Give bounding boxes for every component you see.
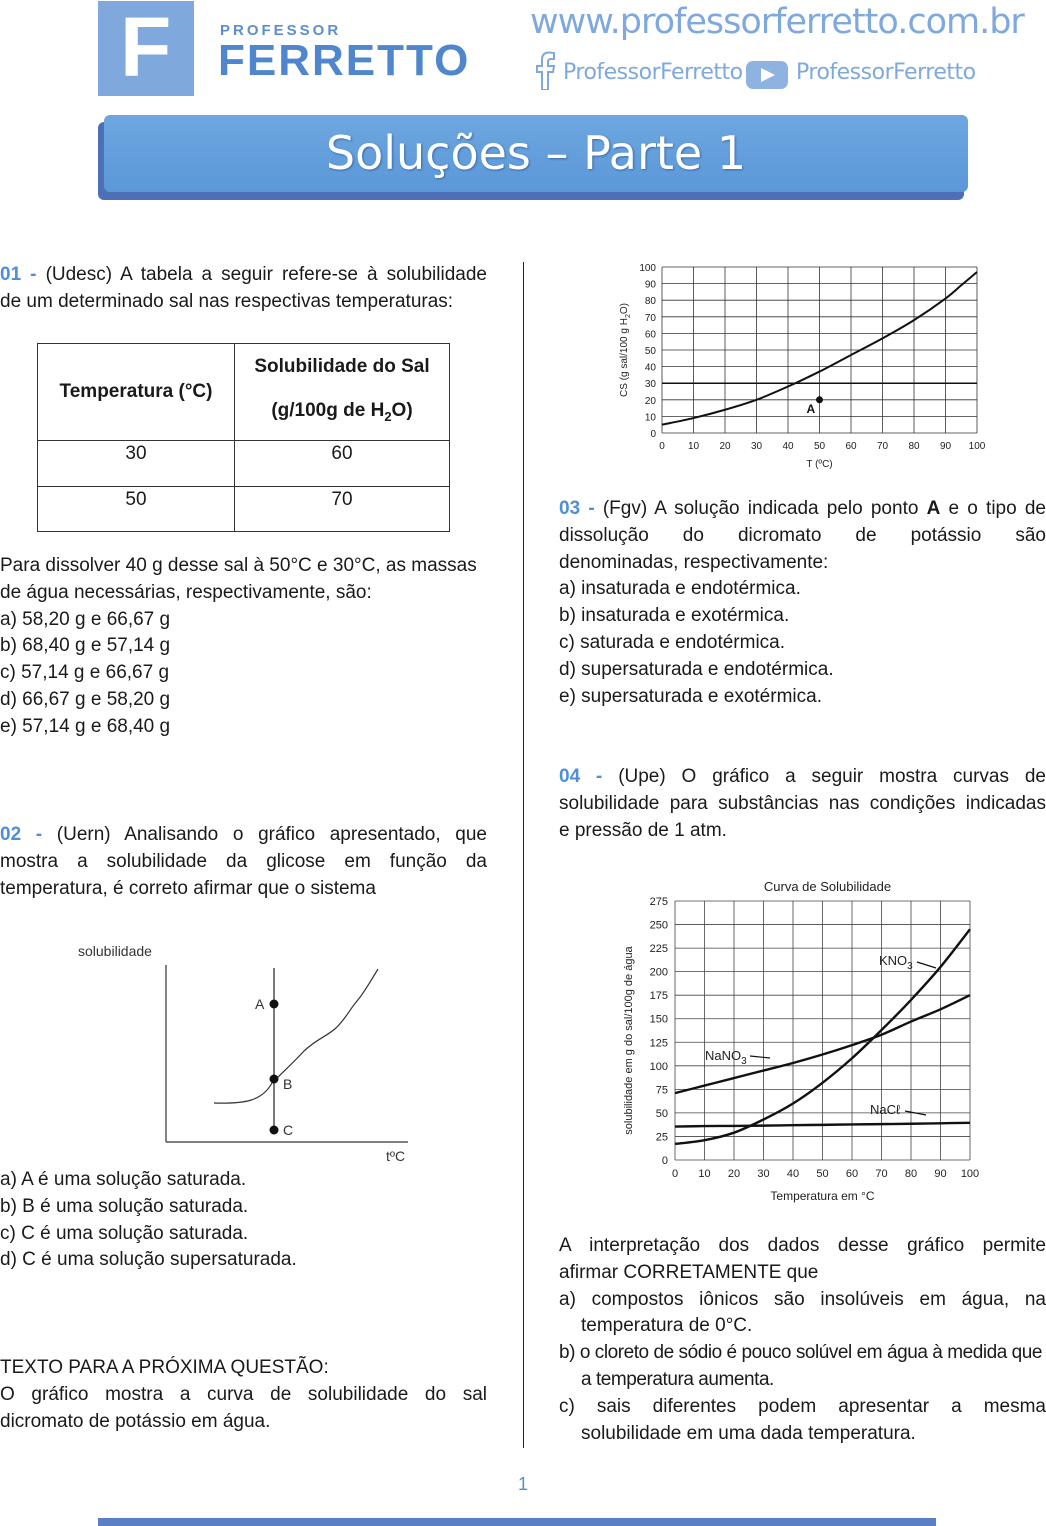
brand-professor: PROFESSOR [220, 22, 342, 39]
y-tick-label: 75 [655, 1084, 668, 1097]
option[interactable]: b) insaturada e exotérmica. [559, 605, 790, 627]
y-tick-label: 90 [644, 279, 656, 291]
x-axis-label: T (ºC) [806, 459, 833, 470]
q1-intro-1: (Udesc) A tabela a seguir refere-se à solubilidade [45, 264, 487, 285]
x-tick-label: 60 [845, 1168, 859, 1180]
x-axis-label: Temperatura em °C [770, 1189, 875, 1203]
q2-options [0, 1167, 487, 1274]
x-tick-label: 90 [939, 441, 952, 452]
option[interactable]: d) C é uma solução supersaturada. [0, 1249, 297, 1271]
y-tick-label: 275 [649, 896, 668, 908]
q1-number: 01 - [0, 264, 37, 285]
q3-number: 03 - [559, 498, 595, 519]
y-tick-label: 200 [649, 966, 668, 979]
question-04 [559, 764, 1046, 844]
option[interactable]: c) 57,14 g e 66,67 g [0, 662, 170, 684]
q4-intro-1: (Upe) O gráfico a seguir mostra curvas de [618, 766, 1046, 787]
chart-title: Curva de Solubilidade [763, 879, 892, 894]
table-header-sol: Solubilidade do Sal (g/100g de $H_2O$) [235, 344, 450, 441]
q1-intro-2: de um determinado sal nas respectivas temperaturas: [0, 290, 454, 312]
website-link[interactable]: www.professorferretto.com.br [530, 2, 1024, 42]
q4-intro-2: solubilidade para substâncias nas condições indicadas [559, 792, 1046, 814]
table-row: 30 60 [38, 440, 450, 486]
y-tick-label: 125 [649, 1037, 668, 1050]
y-tick-label: 50 [655, 1107, 668, 1120]
y-tick-label: 175 [649, 990, 668, 1003]
x-tick-label: 80 [908, 441, 920, 452]
q4-stem-block [559, 1233, 1046, 1447]
q2-label-c: C [283, 1122, 294, 1138]
y-tick-label: 250 [649, 919, 668, 932]
y-tick-label: 20 [644, 395, 656, 407]
y-axis-label: CS (g sal/100 g $H_2O$) [619, 303, 632, 397]
table-header-temp: Temperatura (°C) [38, 344, 235, 441]
y-tick-label: 0 [661, 1155, 668, 1167]
option[interactable]: d) 66,67 g e 58,20 g [0, 688, 171, 710]
q2-label-b: B [283, 1076, 293, 1092]
logo-mark [98, 1, 194, 96]
y-tick-label: 0 [650, 429, 656, 440]
option[interactable]: c) C é uma solução saturada. [0, 1222, 249, 1244]
q4-number: 04 - [559, 766, 603, 787]
youtube-icon [746, 61, 788, 89]
x-tick-label: 50 [813, 441, 826, 452]
y-tick-label: 70 [644, 312, 656, 324]
y-tick-label: 25 [655, 1131, 668, 1144]
question-03: 03 - (Fgv) A solução indicada pelo ponto A e o tipo de dissolução do dicromato de potássio são denominadas, respectivamente: a) insaturada e endotérmica. b) insaturada e exotérmica. c) saturada e endotérmica. d) supersaturada e endotérmica. e) supersaturada e exotérmica. [559, 496, 1046, 710]
option[interactable]: b) 68,40 g e 57,14 g [0, 635, 171, 657]
x-tick-label: 80 [904, 1168, 918, 1180]
x-tick-label: 70 [876, 441, 889, 452]
q3-intro-3: denominadas, respectivamente: [559, 551, 829, 573]
option[interactable]: b) B é uma solução saturada. [0, 1195, 249, 1217]
option[interactable]: a) insaturada e endotérmica. [559, 578, 801, 600]
y-tick-label: 100 [639, 263, 656, 274]
q2-point-c [270, 1126, 279, 1135]
solubility-curves-chart [618, 874, 990, 1210]
q2-point-b [270, 1075, 279, 1084]
x-tick-label: 60 [845, 441, 857, 452]
x-tick-label: 30 [757, 1168, 770, 1180]
point-a-label: A [806, 401, 816, 416]
page-title: Soluções – Parte 1 [104, 115, 968, 192]
x-tick-label: 0 [671, 1168, 679, 1180]
facebook-handle[interactable]: ProfessorFerretto [563, 60, 743, 85]
point-a [816, 396, 823, 403]
q2-intro-1: (Uern) Analisando o gráfico apresentado, que [56, 824, 487, 845]
x-tick-label: 10 [687, 441, 700, 452]
x-tick-label: 70 [875, 1168, 888, 1180]
texto-body-1: O gráfico mostra a curva de solubilidade do sal [0, 1383, 487, 1405]
q2-ylabel: solubilidade [78, 943, 152, 959]
x-tick-label: 0 [659, 441, 665, 452]
texto-block [0, 1355, 487, 1435]
series-label-nano3: NaNO$_3$ [705, 1048, 747, 1067]
glucose-solubility-chart [60, 935, 420, 1167]
logo-letter: F [120, 0, 172, 94]
option[interactable]: e) supersaturada e exotérmica. [559, 685, 822, 707]
option[interactable]: a) compostos iônicos são insolúveis em água, na temperatura de 0°C. [559, 1288, 1046, 1337]
q1-stem: Para dissolver 40 g desse sal à 50°C e 30°C, as massas de água necessárias, respectivamente, são: [0, 555, 477, 603]
question-01 [0, 262, 487, 316]
youtube-handle[interactable]: ProfessorFerretto [796, 60, 976, 85]
y-tick-label: 10 [644, 412, 656, 424]
y-tick-label: 80 [644, 296, 656, 308]
q2-point-a [270, 1000, 279, 1009]
series-pointer-nano3 [750, 1056, 770, 1058]
option[interactable]: a) 58,20 g e 66,67 g [0, 608, 171, 630]
solubility-table [37, 343, 450, 532]
q2-xlabel: tºC [386, 1148, 406, 1164]
x-tick-label: 90 [934, 1168, 947, 1180]
question-02 [0, 822, 487, 902]
table-row: 50 70 [38, 486, 450, 531]
y-tick-label: 60 [644, 329, 656, 341]
x-tick-label: 30 [750, 441, 763, 452]
facebook-icon [534, 50, 556, 90]
x-tick-label: 20 [719, 441, 731, 452]
texto-heading: TEXTO PARA A PRÓXIMA QUESTÃO: [0, 1357, 329, 1378]
x-tick-label: 100 [968, 441, 986, 452]
option[interactable]: d) supersaturada e endotérmica. [559, 658, 834, 680]
x-tick-label: 50 [816, 1168, 829, 1180]
q4-stem-2: afirmar CORRETAMENTE que [559, 1261, 819, 1283]
x-tick-label: 40 [786, 1168, 800, 1180]
option[interactable]: a) A é uma solução saturada. [0, 1169, 247, 1190]
q2-number: 02 - [0, 824, 43, 845]
x-tick-label: 100 [960, 1168, 980, 1180]
series-pointer-kno3 [917, 962, 936, 968]
footer-bar [98, 1518, 936, 1526]
q2-intro-3: temperatura, é correto afirmar que o sistema [0, 877, 376, 899]
texto-body-2: dicromato de potássio em água. [0, 1410, 271, 1432]
q1-stem-block [0, 553, 487, 741]
page-number: 1 [517, 1474, 528, 1494]
table-header-sol-line1: Solubilidade do Sal [254, 356, 430, 377]
q3-intro-2: dissolução do dicromato de potássio são [559, 524, 1046, 546]
y-tick-label: 40 [644, 362, 656, 374]
series-label-kno3: $KNO_3$ [879, 953, 913, 972]
option[interactable]: c) sais diferentes podem apresentar a mesma solubilidade em uma dada temperatura. [559, 1395, 1046, 1444]
column-divider [523, 262, 524, 1448]
y-tick-label: 100 [649, 1060, 668, 1073]
y-axis-label: solubilidade em g do sal/100g de água [623, 946, 635, 1135]
series-label-nacℓ: NaCℓ [870, 1102, 901, 1117]
q2-curve [214, 969, 378, 1103]
option[interactable]: b) o cloreto de sódio é pouco solúvel em água à medida que a temperatura aumenta. [559, 1342, 1043, 1390]
y-tick-label: 30 [644, 379, 656, 391]
brand-ferretto: FERRETTO [218, 36, 471, 85]
x-tick-label: 20 [727, 1168, 741, 1180]
y-tick-label: 50 [644, 346, 656, 357]
q2-label-a: A [255, 996, 265, 1012]
q4-stem-1: A interpretação dos dados desse gráfico permite [559, 1235, 1046, 1256]
y-tick-label: 225 [649, 943, 668, 956]
x-tick-label: 10 [698, 1168, 711, 1180]
dichromate-solubility-chart [612, 258, 994, 473]
q4-intro-3: e pressão de 1 atm. [559, 819, 727, 841]
option[interactable]: c) saturada e endotérmica. [559, 631, 786, 653]
option[interactable]: e) 57,14 g e 68,40 g [0, 715, 171, 737]
x-tick-label: 40 [782, 441, 794, 452]
y-tick-label: 150 [649, 1013, 668, 1026]
q2-intro-2: mostra a solubilidade da glicose em função da [0, 850, 487, 872]
